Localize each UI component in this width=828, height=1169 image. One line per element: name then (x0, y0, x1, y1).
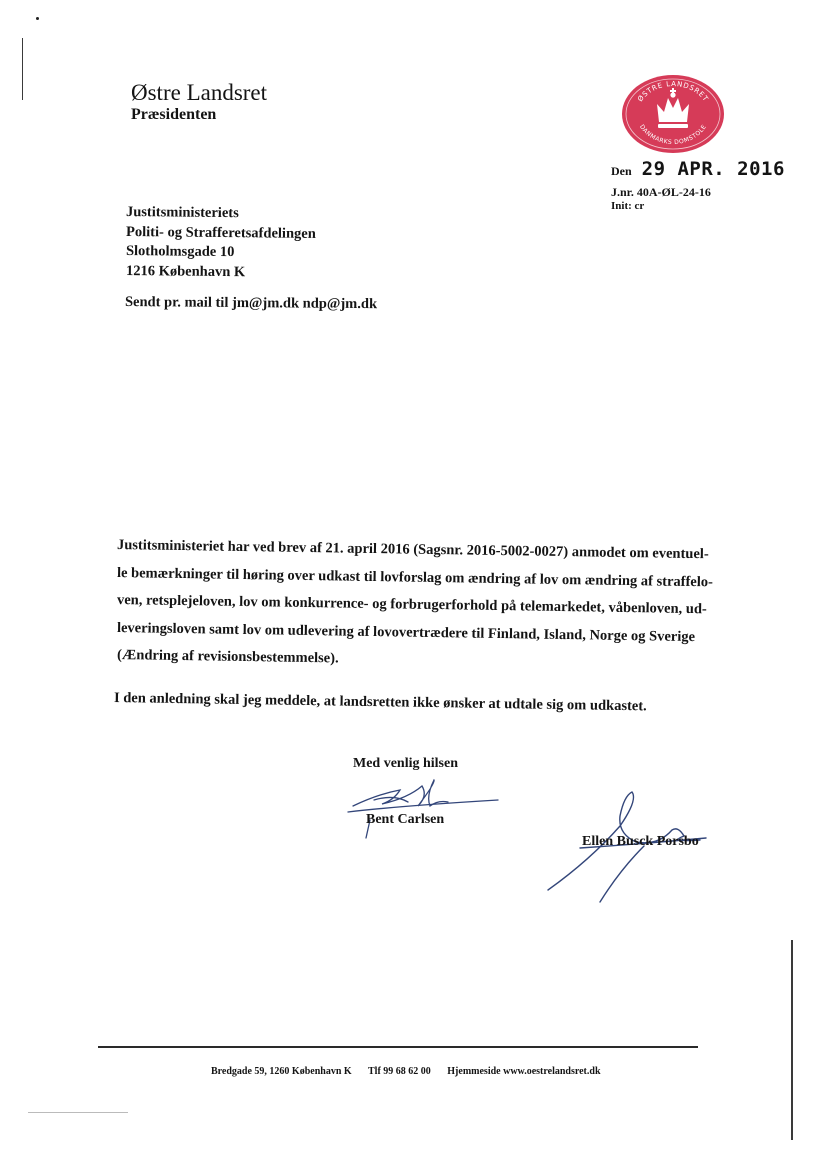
office-title: Præsidenten (131, 106, 217, 123)
signer-2-name: Ellen Busck Porsbo (582, 834, 699, 849)
date-row (611, 158, 785, 180)
footer-divider (98, 1046, 698, 1048)
scan-edge-right (791, 940, 793, 1140)
date-stamp: 29 APR. 2016 (641, 158, 785, 180)
address-line: 1216 København K (125, 262, 246, 280)
body-paragraph (117, 532, 717, 670)
sent-by-mail: Sendt pr. mail til jm@jm.dk ndp@jm.dk (124, 294, 378, 313)
scan-speck (36, 17, 39, 20)
recipient-address (126, 203, 316, 281)
court-seal (621, 74, 725, 154)
address-line: Politi- og Strafferetsafdelingen (125, 223, 316, 242)
scan-edge-left (22, 38, 23, 100)
signature-1-strokes (348, 780, 498, 838)
seal-top-text: ØSTRE LANDSRET (636, 79, 710, 104)
address-line: Slotholmsgade 10 (125, 243, 235, 261)
paragraph-line: le bemærkninger til høring over udkast til lovforslag om ændring af lov om ændring af straffelo- (116, 564, 714, 590)
footer-website: Hjemmeside www.oestrelandsret.dk (447, 1066, 601, 1077)
address-line: Justitsministeriets (125, 204, 239, 222)
footer-address: Bredgade 59, 1260 København K (211, 1066, 352, 1077)
closing-salutation: Med venlig hilsen (353, 756, 459, 771)
seal-bottom-text: DANMARKS DOMSTOLE (637, 123, 709, 147)
date-prefix: Den (611, 164, 632, 178)
scan-mark-bottom (28, 1112, 128, 1113)
footer (211, 1066, 615, 1077)
footer-phone: Tlf 99 68 62 00 (368, 1066, 431, 1077)
paragraph-line: Justitsministeriet har ved brev af 21. april 2016 (Sagsnr. 2016-5002-0027) anmodet om eventuel- (116, 537, 709, 563)
paragraph-line: (Ændring af revisionsbestemmelse). (116, 647, 339, 667)
signature-1 (338, 772, 508, 842)
journal-number: J.nr. 40A-ØL-24-16 (611, 185, 711, 199)
court-name: Østre Landsret (131, 80, 268, 105)
initials: Init: cr (611, 200, 645, 212)
notice-sentence: I den anledning skal jeg meddele, at landsretten ikke ønsker at udtale sig om udkastet. (113, 690, 647, 715)
paragraph-line: leveringsloven samt lov om udlevering af lovovertrædere til Finland, Island, Norge og Sverige (116, 619, 696, 645)
signer-1-name: Bent Carlsen (366, 812, 445, 827)
paragraph-line: ven, retsplejeloven, lov om konkurrence- og forbrugerforhold på telemarkedet, våbenloven, ud- (116, 592, 707, 618)
